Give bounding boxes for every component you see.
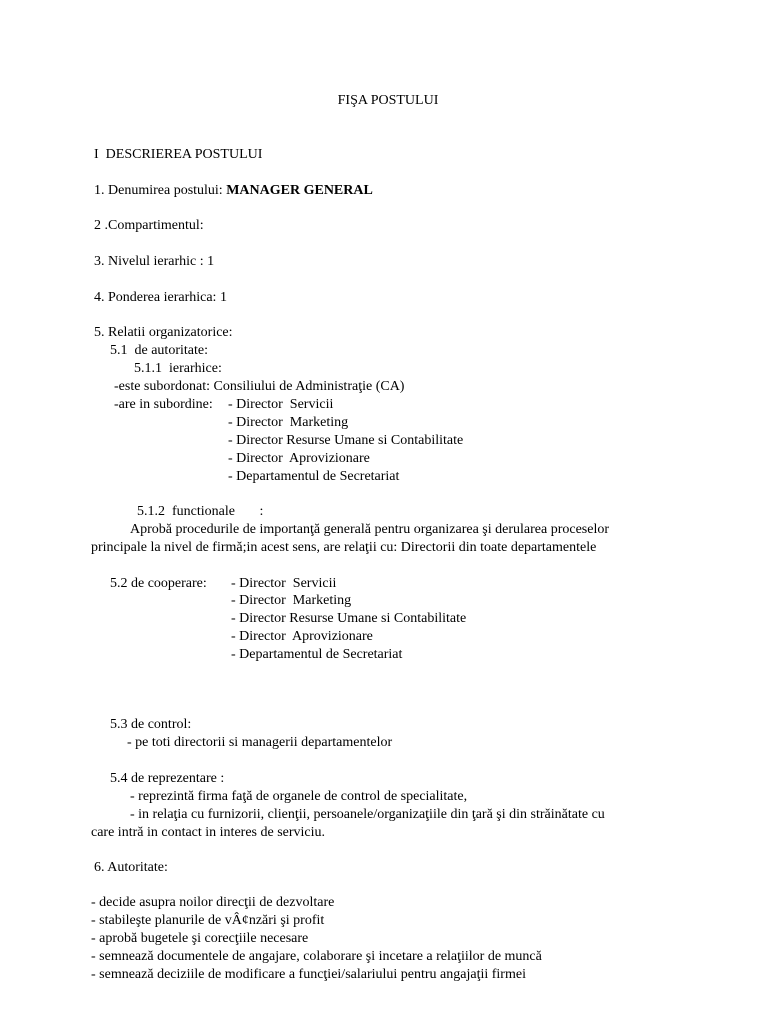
job-title-value: MANAGER GENERAL	[226, 183, 373, 198]
functional-subheading: 5.1.2 functionale :	[137, 504, 264, 519]
subordinate-item: - Director Marketing	[228, 415, 349, 430]
representation-text: - reprezintă firma faţă de organele de control de specialitate,	[130, 789, 468, 804]
authority-item: - semnează documentele de angajare, colaborare şi incetare a relaţiilor de muncă	[91, 949, 542, 964]
functional-text: principale la nivel de firmă;in acest sens, are relaţii cu: Directorii din toate departamentele	[91, 540, 597, 555]
job-title-line	[94, 182, 373, 200]
cooperation-item: - Director Aprovizionare	[231, 629, 373, 644]
hierarchy-weight-line: 4. Ponderea ierarhica: 1	[94, 290, 227, 305]
subordinate-item: - Director Resurse Umane si Contabilitate	[228, 433, 464, 448]
subordinated-line: -este subordonat: Consiliului de Administraţie (CA)	[114, 379, 405, 394]
representation-text: - in relaţia cu furnizorii, clienţii, persoanele/organizaţiile din ţară şi din străinătate cu	[130, 807, 605, 822]
subordinate-item: - Departamentul de Secretariat	[228, 469, 400, 484]
authority-item: - semnează deciziile de modificare a funcţiei/salariului pentru angajaţii firmei	[91, 967, 526, 982]
relations-heading: 5. Relatii organizatorice:	[94, 325, 233, 340]
cooperation-item: - Director Servicii	[231, 576, 337, 591]
authority-item: - stabileşte planurile de vÂ¢nzări şi profit	[91, 913, 325, 928]
authority-item: - decide asupra noilor direcţii de dezvoltare	[91, 895, 335, 910]
authority-subheading: 5.1 de autoritate:	[110, 343, 208, 358]
functional-text: Aprobă procedurile de importanţă generală pentru organizarea şi derularea proceselor	[130, 522, 610, 537]
authority-item: - aprobă bugetele şi corecţiile necesare	[91, 931, 309, 946]
cooperation-item: - Departamentul de Secretariat	[231, 647, 403, 662]
hierarchy-level-line: 3. Nivelul ierarhic : 1	[94, 254, 215, 269]
job-title-label: 1. Denumirea postului:	[94, 183, 227, 198]
subordinates-label: -are in subordine:	[114, 397, 217, 412]
authority-heading: 6. Autoritate:	[94, 860, 168, 875]
control-text: - pe toti directorii si managerii departamentelor	[127, 735, 393, 750]
representation-text: care intră in contact in interes de serviciu.	[91, 825, 326, 840]
representation-subheading: 5.4 de reprezentare :	[110, 771, 225, 786]
cooperation-label: 5.2 de cooperare:	[110, 576, 221, 591]
compartment-line: 2 .Compartimentul:	[94, 218, 204, 233]
document-title: FIŞA POSTULUI	[337, 93, 439, 108]
subordinate-item: - Director Servicii	[228, 397, 334, 412]
hierarchical-subheading: 5.1.1 ierarhice:	[134, 361, 222, 376]
cooperation-item: - Director Marketing	[231, 593, 352, 608]
section-heading: I DESCRIEREA POSTULUI	[94, 147, 263, 162]
cooperation-item: - Director Resurse Umane si Contabilitate	[231, 611, 467, 626]
subordinate-item: - Director Aprovizionare	[228, 451, 370, 466]
control-subheading: 5.3 de control:	[110, 717, 192, 732]
